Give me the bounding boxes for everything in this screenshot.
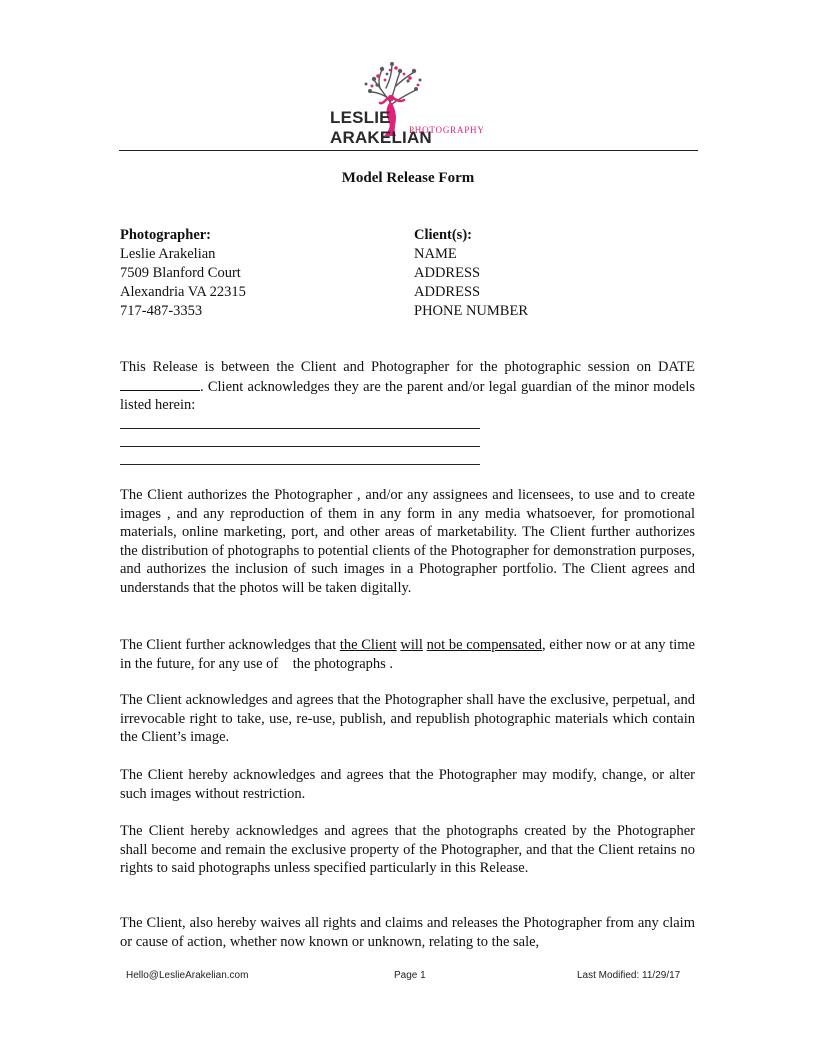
minor-model-line-2[interactable] <box>120 446 480 447</box>
compensation-underline-3: not be compensated <box>426 637 542 653</box>
footer-last-modified: Last Modified: 11/29/17 <box>577 970 681 981</box>
compensation-underline-1: the Client <box>339 637 397 653</box>
header-rule <box>119 150 698 151</box>
release-intro-paragraph <box>120 358 695 415</box>
compensation-text-c: the photographs . <box>292 655 394 672</box>
client-address-2: ADDRESS <box>414 284 481 300</box>
photographer-street: 7509 Blanford Court <box>120 265 241 281</box>
minor-model-line-3[interactable] <box>120 464 480 465</box>
date-blank[interactable] <box>120 377 200 391</box>
authorization-paragraph: The Client authorizes the Photographer , and/or any assignees and licensees, to use and to create images , and any reproduction of them in any form in any media whatsoever, for promotional materials, online marketing, port, and other areas of marketability. The Client further authorizes the distribution of photographs to potential clients of the Photographer for demonstration purposes, and authorizes the inclusion of such images in a Photographer portfolio. The Client agrees and understands that the photos will be taken digitally. <box>120 487 695 596</box>
minor-model-line-1[interactable] <box>120 428 480 429</box>
exclusive-rights-paragraph: The Client acknowledges and agrees that the Photographer shall have the exclusive, perpetual, and irrevocable right to take, use, re-use, publish, and republish photographic materials which contain the Client’s image. <box>120 692 695 745</box>
client-info <box>414 226 528 321</box>
document-title: Model Release Form <box>341 170 475 186</box>
client-phone: PHONE NUMBER <box>414 303 528 319</box>
intro-text-a: This Release is between the Client and Photographer for the photographic session on DATE <box>120 359 695 375</box>
compensation-paragraph <box>120 636 695 673</box>
waiver-paragraph: The Client, also hereby waives all rights and claims and releases the Photographer from any claim or cause of action, whether now known or unknown, relating to the sale, <box>120 915 695 950</box>
client-address-1: ADDRESS <box>414 265 481 281</box>
photographer-heading: Photographer: <box>120 227 212 243</box>
footer-email: Hello@LeslieArakelian.com <box>126 970 249 981</box>
photographer-phone: 717-487-3353 <box>120 303 203 319</box>
intro-text-b: . Client acknowledges they are the parent and/or legal guardian of the minor models listed herein: <box>120 378 695 413</box>
photographer-city: Alexandria VA 22315 <box>120 284 246 300</box>
client-name: NAME <box>414 246 457 262</box>
compensation-text-b: , either now or at any time in the future, for any use of <box>120 637 695 672</box>
footer-page-number: Page 1 <box>394 970 426 981</box>
logo-subtitle: PHOTOGRAPHY <box>409 125 485 135</box>
logo-wordmark <box>330 108 490 148</box>
compensation-underline-2: will <box>400 637 423 653</box>
client-heading: Client(s): <box>414 227 472 243</box>
ownership-paragraph: The Client hereby acknowledges and agrees that the photographs created by the Photographer shall become and remain the exclusive property of the Photographer, and that the Client retains no rights to said photographs unless specified particularly in this Release. <box>120 823 695 876</box>
photographer-name: Leslie Arakelian <box>120 246 216 262</box>
compensation-text-a: The Client further acknowledges that <box>120 637 337 653</box>
photographer-info <box>120 226 246 321</box>
logo-name: LESLIE ARAKELIAN <box>330 108 432 147</box>
modification-paragraph: The Client hereby acknowledges and agrees that the Photographer may modify, change, or alter such images without restriction. <box>120 767 695 802</box>
